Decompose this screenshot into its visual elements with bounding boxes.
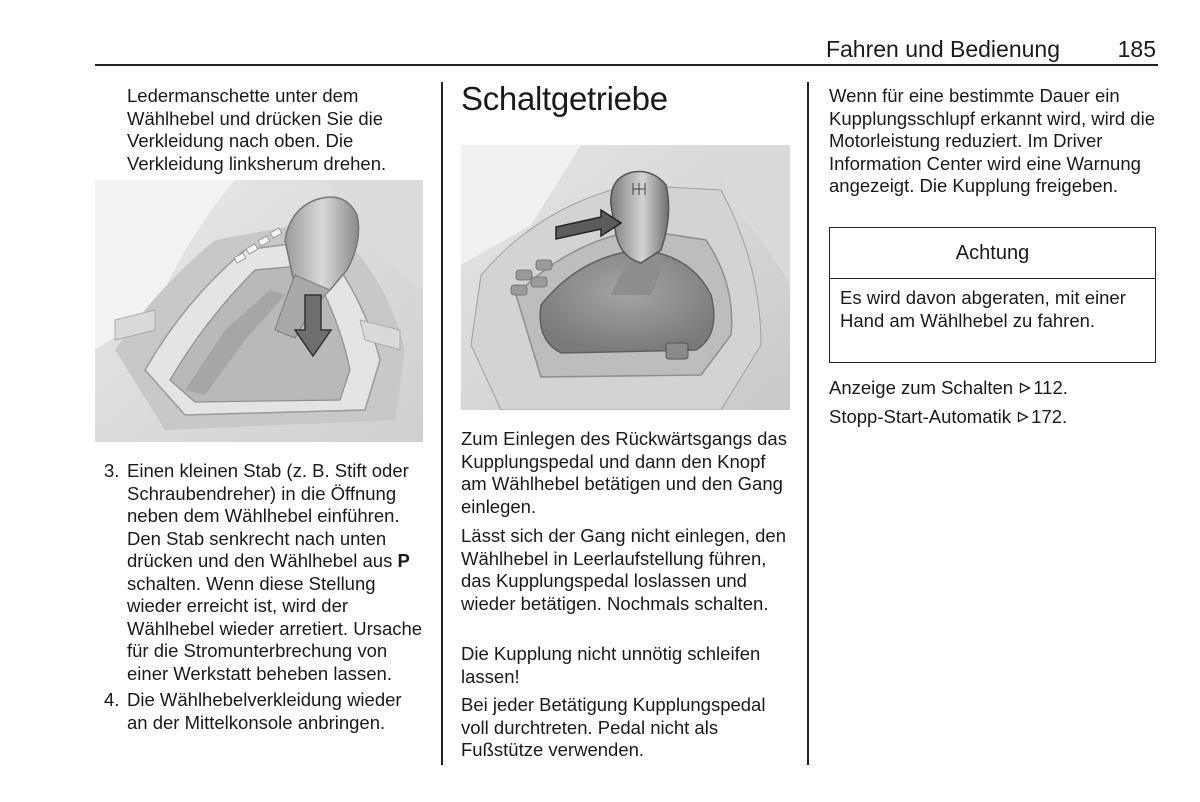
column-separator-left (441, 82, 443, 765)
col2-paragraph-clutch-slip: Die Kupplung nicht unnötig schleifen lassen! (461, 643, 761, 687)
warning-box (829, 227, 1156, 363)
warning-title: Achtung (830, 228, 1155, 279)
reference-arrow-icon (1017, 411, 1029, 423)
header-rule (95, 64, 1158, 66)
column-separator-right (807, 82, 809, 765)
step-number: 3. (104, 460, 120, 481)
col3-intro-text: Wenn für eine bestimmte Dauer ein Kupplungsschlupf erkannt wird, wird die Motorleistung reduziert. Im Driver Information Center wird eine Warnung angezeigt. Die Kupplung freigeben. (829, 85, 1155, 196)
cross-reference-link[interactable]: Stopp-Start-Automatik 172. (829, 406, 1068, 427)
step-number: 4. (104, 689, 120, 710)
selector-lever-cover-illustration (95, 180, 423, 442)
step-4-text: Die Wählhebelverkleidung wieder an der Mittelkonsole anbringen. (127, 689, 402, 733)
step-3-text: Einen kleinen Stab (z. B. Stift oder Schraubendreher) in die Öffnung neben dem Wählhebel einführen. Den Stab senkrecht nach unten drücken und den Wählhebel aus P schalten. Wenn diese Stellung wieder erreicht ist, wird der Wählhebel wieder arretiert. Ursache für die Stromunterbrechung von einer Werkstatt beheben lassen. (127, 460, 423, 684)
col2-paragraph-gear-not-engaging: Lässt sich der Gang nicht einlegen, den Wählhebel in Leerlaufstellung führen, das Kupplungspedal loslassen und wieder betätigen. Nochmals schalten. (461, 525, 786, 614)
col1-intro-text: Ledermanschette unter dem Wählhebel und drücken Sie die Verkleidung nach oben. Die Verkleidung linksherum drehen. (127, 85, 387, 174)
section-heading: Schaltgetriebe (461, 80, 668, 117)
cross-reference-link[interactable]: Anzeige zum Schalten 112. (829, 377, 1068, 398)
col2-paragraph-clutch-pedal: Bei jeder Betätigung Kupplungspedal voll durchtreten. Pedal nicht als Fußstütze verwenden. (461, 694, 766, 760)
section-title: Fahren und Bedienung (825, 36, 1060, 62)
reference-arrow-icon (1019, 382, 1031, 394)
manual-gear-lever-illustration (461, 145, 790, 410)
page-number: 185 (1117, 36, 1156, 62)
col2-paragraph-reverse-gear: Zum Einlegen des Rückwärtsgangs das Kupplungspedal und dann den Knopf am Wählhebel betätigen und den Gang einlegen. (461, 428, 787, 517)
warning-body: Es wird davon abgeraten, mit einer Hand am Wählhebel zu fahren. (840, 287, 1126, 331)
